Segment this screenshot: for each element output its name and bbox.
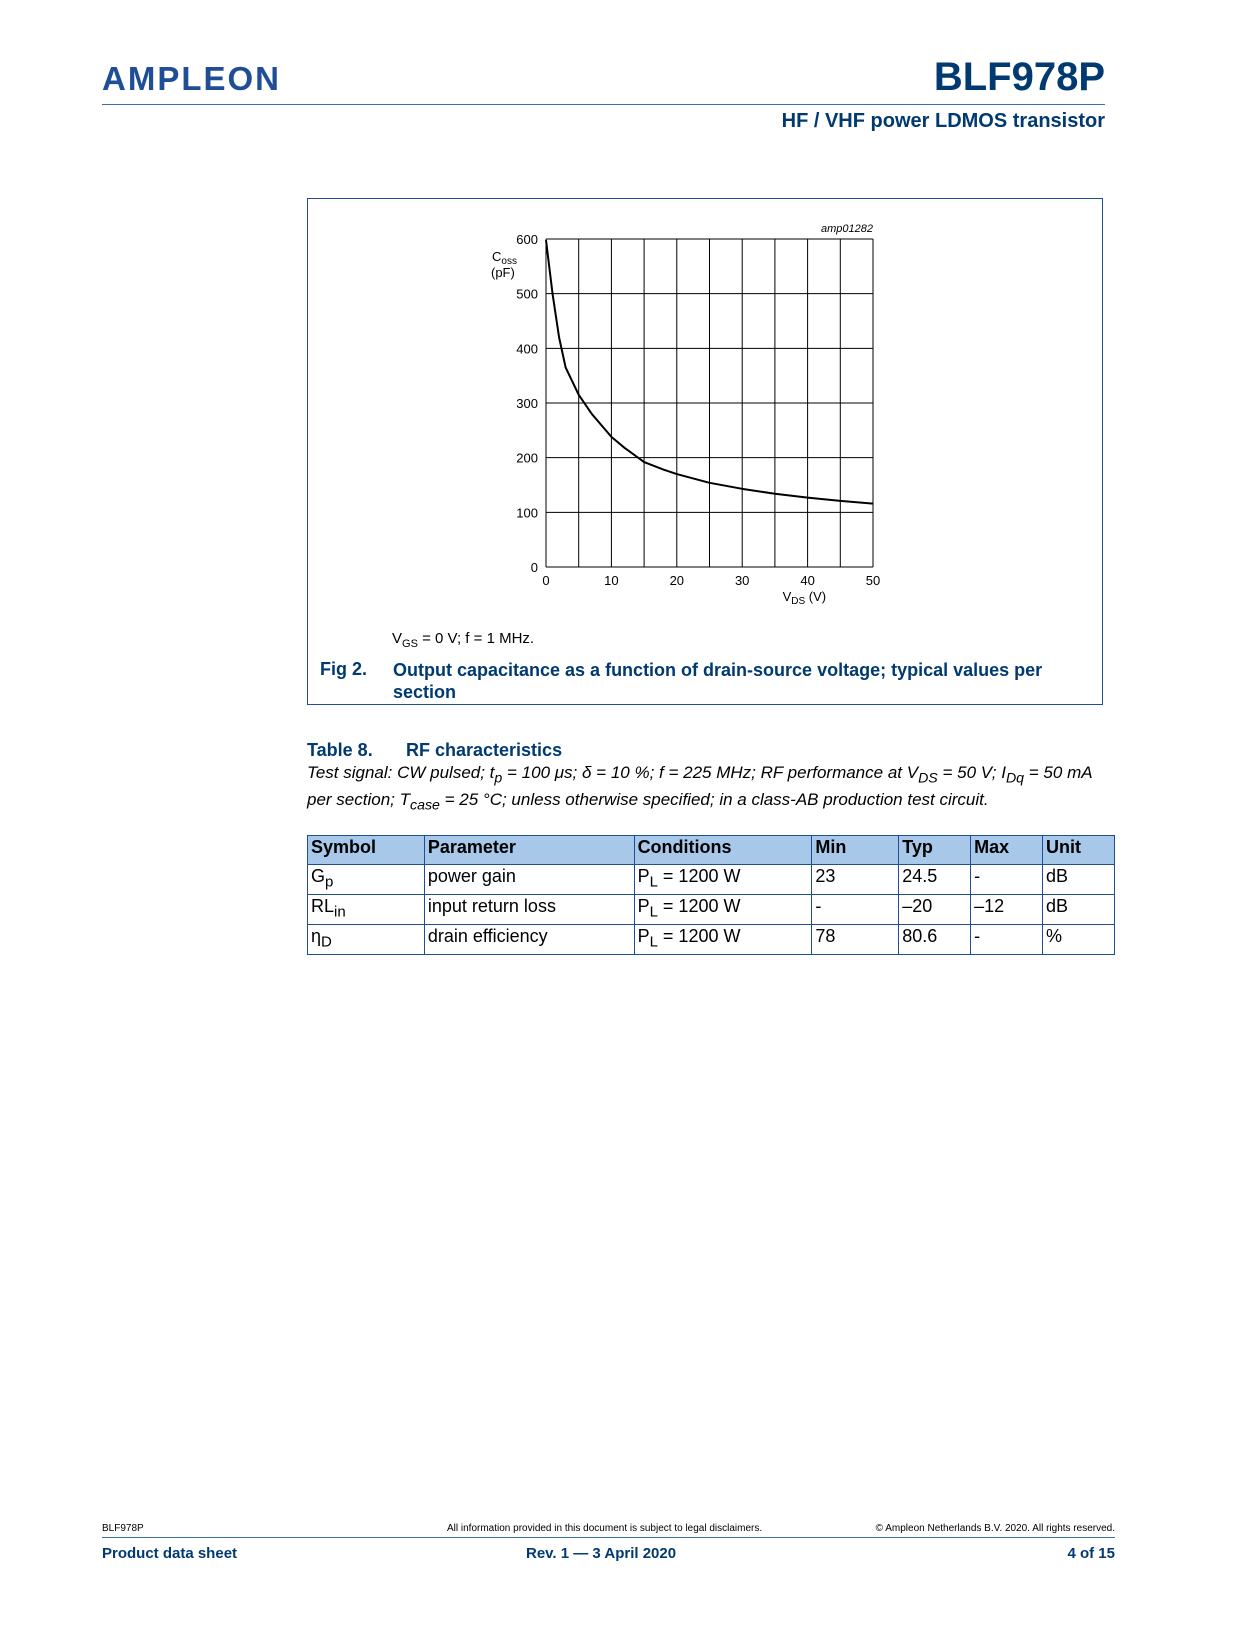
product-name: BLF978P	[933, 55, 1105, 99]
y-axis-label: $C_{oss}$	[492, 249, 517, 267]
header-typ: Typ	[899, 836, 971, 865]
x-axis-label: $V_{DS}$ (V)	[782, 589, 827, 607]
cell-unit: dB	[1043, 895, 1115, 925]
figure-note: $V_{GS} = 0$ V; f = 1 MHz.	[392, 630, 535, 650]
footer-revision: Rev. 1 — 3 April 2020	[526, 1545, 677, 1562]
x-tick-label: 40	[800, 573, 815, 588]
header-unit: Unit	[1043, 836, 1115, 865]
company-logo: AMPLEON	[102, 60, 281, 97]
table-row	[308, 865, 1115, 895]
header-symbol: Symbol	[308, 836, 425, 865]
x-tick-label: 20	[669, 573, 685, 588]
cell-conditions: $P_L = 1200$ W	[634, 895, 812, 925]
footer-doc-id: BLF978P	[102, 1523, 144, 1534]
cell-min: 23	[812, 865, 899, 895]
cell-symbol: $RL_{in}$	[308, 895, 425, 925]
cell-typ: 80.6	[899, 925, 971, 955]
figure-box	[307, 198, 1103, 705]
header-parameter: Parameter	[424, 836, 634, 865]
y-tick-label: 400	[516, 341, 538, 357]
x-tick-label: 10	[604, 573, 619, 588]
cell-max: -	[971, 865, 1043, 895]
cell-typ: –20	[899, 895, 971, 925]
document-subtitle: HF / VHF power LDMOS transistor	[781, 110, 1105, 132]
table-header-row	[308, 836, 1115, 865]
table-row	[308, 895, 1115, 925]
y-tick-label: 0	[530, 560, 538, 575]
cell-max: –12	[971, 895, 1043, 925]
footer-disclaimer: All information provided in this document is subject to legal disclaimers.	[447, 1523, 763, 1534]
footer-copyright: © Ampleon Netherlands B.V. 2020. All rights reserved.	[875, 1523, 1115, 1534]
y-tick-label: 500	[516, 286, 538, 302]
rf-characteristics-table	[307, 835, 1115, 955]
cell-conditions: $P_L = 1200$ W	[634, 865, 812, 895]
header-conditions: Conditions	[634, 836, 812, 865]
header-max: Max	[971, 836, 1043, 865]
y-axis-unit-label: (pF)	[491, 265, 515, 280]
cell-unit: dB	[1043, 865, 1115, 895]
cell-symbol: $G_p$	[308, 865, 425, 895]
cell-parameter: input return loss	[424, 895, 634, 925]
figure-number: Fig 2.	[320, 659, 368, 679]
table-conditions-note: Test signal: CW pulsed; $t_p = 100$ μs; δ = 10 %; f = 225 MHz; RF performance at $V_{DS} = 50$ V; $I_{Dq} = 50$ mA per section; $T_{case} = 25$ °C; unless otherwise specified; in a class-AB production test circuit.	[307, 763, 1092, 814]
figure-id-tag: amp01282	[821, 223, 873, 235]
cell-max: -	[971, 925, 1043, 955]
x-tick-label: 0	[542, 573, 550, 588]
y-tick-label: 200	[516, 450, 538, 466]
y-tick-label: 100	[516, 505, 538, 521]
footer-divider	[102, 1537, 1115, 1538]
footer-doc-type: Product data sheet	[102, 1545, 238, 1562]
table-title: RF characteristics	[406, 740, 563, 760]
header-divider	[102, 104, 1105, 105]
table-row	[308, 925, 1115, 955]
x-tick-label: 30	[734, 573, 750, 588]
cell-parameter: power gain	[424, 865, 634, 895]
cell-min: -	[812, 895, 899, 925]
cell-conditions: $P_L = 1200$ W	[634, 925, 812, 955]
x-tick-label: 50	[865, 573, 881, 588]
table-number: Table 8.	[307, 740, 373, 760]
y-tick-label: 300	[516, 396, 538, 411]
coss-chart	[308, 199, 1104, 619]
figure-caption: Output capacitance as a function of drain-source voltage; typical values per section	[393, 660, 1043, 702]
cell-symbol: $\eta_D$	[308, 925, 425, 955]
cell-typ: 24.5	[899, 865, 971, 895]
footer-page-number: 4 of 15	[1067, 1545, 1115, 1562]
header-min: Min	[812, 836, 899, 865]
cell-unit: %	[1043, 925, 1115, 955]
cell-parameter: drain efficiency	[424, 925, 634, 955]
y-tick-label: 600	[516, 232, 538, 247]
cell-min: 78	[812, 925, 899, 955]
